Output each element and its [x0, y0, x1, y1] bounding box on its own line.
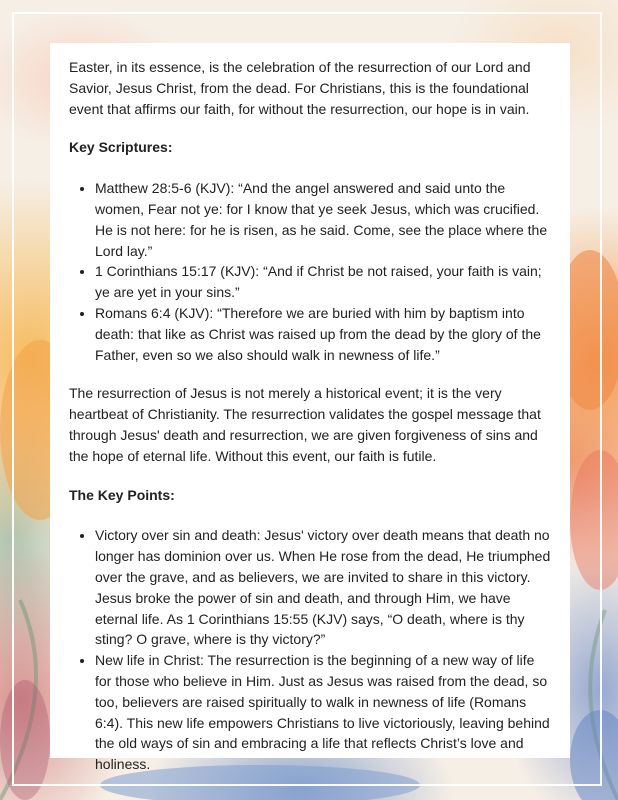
- list-item: • Romans 6:4 (KJV): “Therefore we are buried with him by baptism into death: that like as Christ was raised up from the dead by the glory of the Father, even so we also should walk in newness of life.”: [95, 303, 551, 365]
- key-scriptures-heading: Key Scriptures:: [69, 139, 173, 156]
- intro-paragraph: Easter, in its essence, is the celebration of the resurrection of our Lord and Savior, Jesus Christ, from the dead. For Christians, this is the foundational event that affirms our faith, for without the resurrection, our hope is in vain.: [69, 59, 531, 117]
- content-card: [50, 43, 570, 773]
- scriptures-list: [69, 178, 551, 365]
- list-item: • 1 Corinthians 15:17 (KJV): “And if Christ be not raised, your faith is vain; ye are yet in your sins.”: [95, 261, 551, 303]
- list-item: • Matthew 28:5-6 (KJV): “And the angel answered and said unto the women, Fear not ye: for I know that ye seek Jesus, which was crucified. He is not here: for he is risen, as he said. Come, see the place where the Lord lay.”: [95, 178, 551, 261]
- key-points-heading: The Key Points:: [69, 486, 175, 503]
- body-paragraph: The resurrection of Jesus is not merely a historical event; it is the very heartbeat of Christianity. The resurrection validates the gospel message that through Jesus' death and resurrection, we are given forgiveness of sins and the hope of eternal life. Without this event, our faith is futile.: [69, 385, 541, 464]
- key-points-list: [69, 525, 551, 775]
- list-item: • Victory over sin and death: Jesus' victory over death means that death no longer has dominion over us. When He rose from the dead, He triumphed over the grave, and as believers, we are invited to share in this victory. Jesus broke the power of sin and death, and through Him, we have eternal life. As 1 Corinthians 15:55 (KJV) says, “O death, where is thy sting? O grave, where is thy victory?”: [95, 525, 551, 650]
- list-item: • New life in Christ: The resurrection is the beginning of a new way of life for those who believe in Him. Just as Jesus was raised from the dead, so too, believers are raised spiritually to walk in newness of life (Romans 6:4). This new life empowers Christians to live victoriously, leaving behind the old ways of sin and embracing a life that reflects Christ’s love and holiness.: [95, 650, 551, 775]
